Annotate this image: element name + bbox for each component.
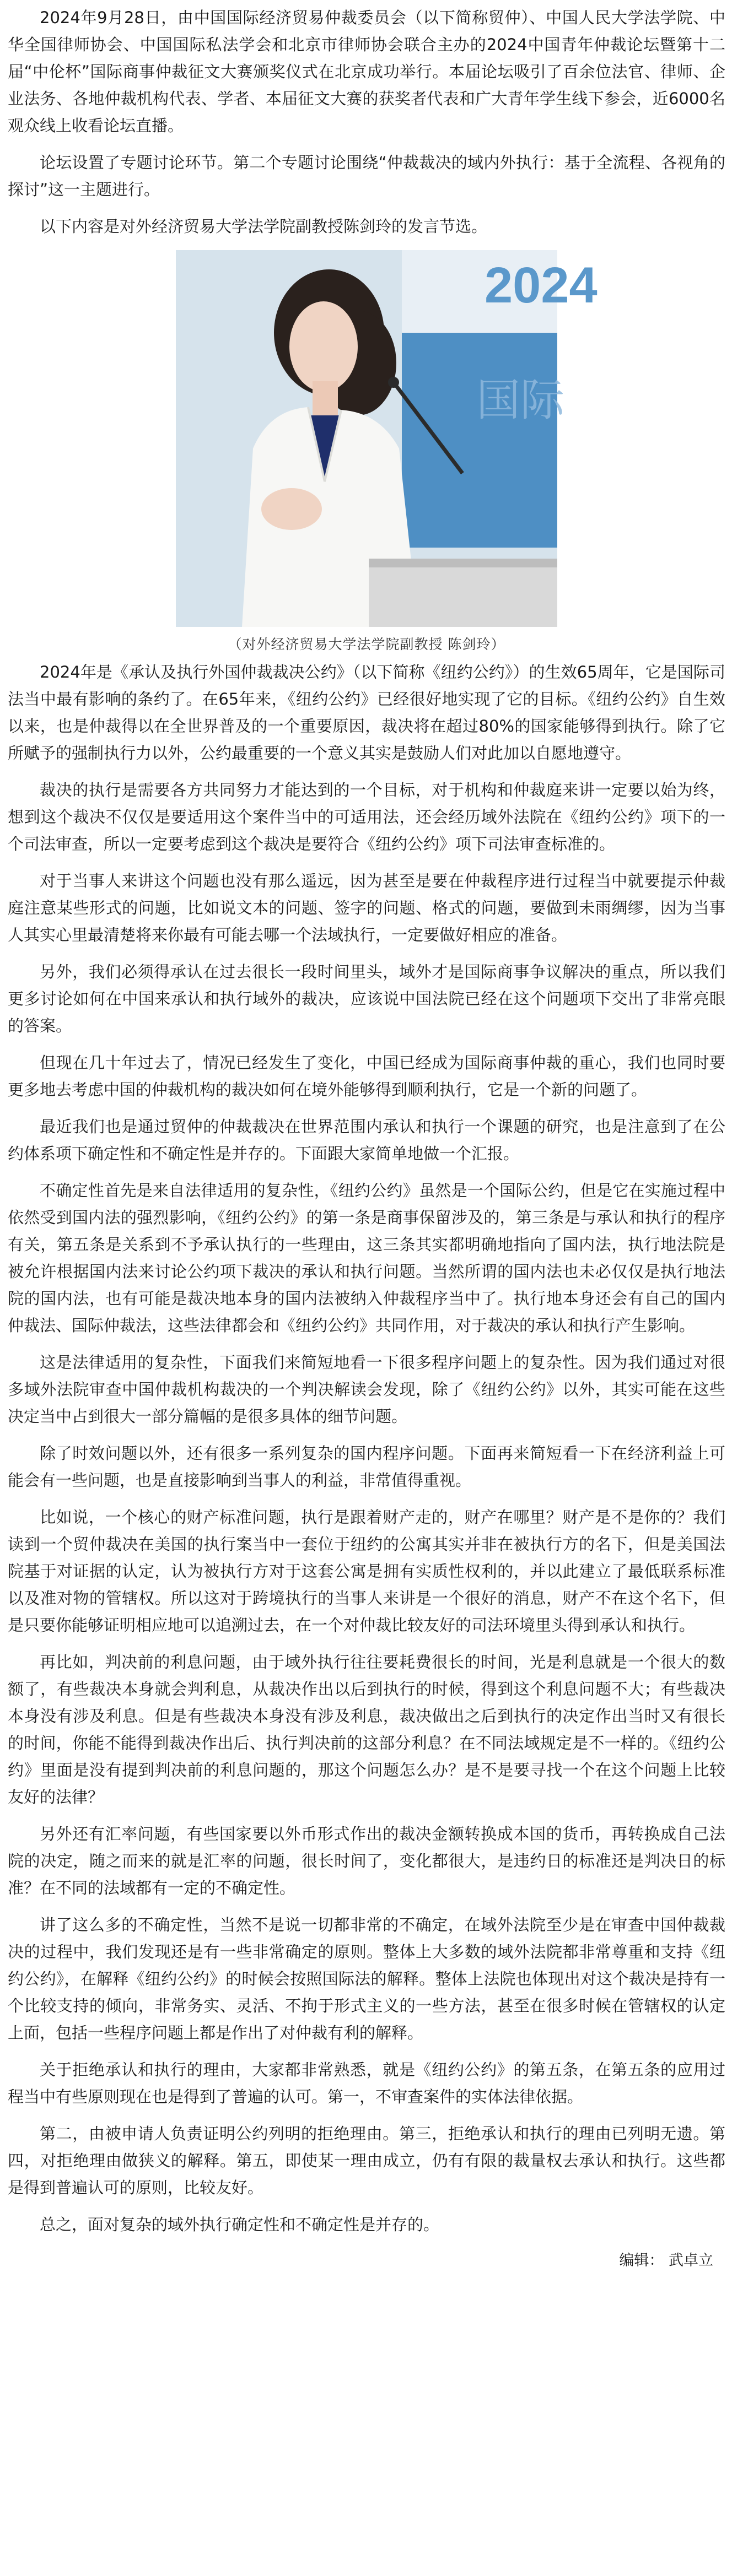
paragraph: 总之，面对复杂的域外执行确定性和不确定性是并存的。 bbox=[40, 2215, 440, 2234]
paragraph: 关于拒绝承认和执行的理由，大家都非常熟悉，就是《纽约公约》的第五条，在第五条的应用过程当中有些原则现在也是得到了普遍的认可。第一，不审查案件的实体法律依据。 bbox=[8, 2060, 725, 2106]
photo-banner-text-2: 国际 bbox=[476, 375, 564, 426]
paragraph: 对于当事人来讲这个问题也没有那么遥远，因为甚至是要在仲裁程序进行过程当中就要提示仲裁庭注意某些形式的问题，比如说文本的问题、签字的问题、格式的问题，要做到未雨绸缪，因为当事人其实心里最清楚将来你最有可能去哪一个法域执行，一定要做好相应的准备。 bbox=[8, 872, 725, 944]
paragraph: 不确定性首先是来自法律适用的复杂性，《纽约公约》虽然是一个国际公约，但是它在实施过程中依然受到国内法的强烈影响，《纽约公约》的第一条是商事保留涉及的，第三条是与承认和执行的程序有关，第五条是关系到不予承认执行的一些理由，这三条其实都明确地指向了国内法，执行地法院是被允许根据国内法来讨论公约项下裁决的承认和执行问题。当然所谓的国内法也未必仅仅是执行地法院的国内法，也有可能是裁决地本身的国内法被纳入仲裁程序当中了。执行地本身还会有自己的国内仲裁法、国际仲裁法，这些法律都会和《纽约公约》共同作用，对于裁决的承认和执行产生影响。 bbox=[8, 1181, 725, 1335]
paragraph: 这是法律适用的复杂性，下面我们来简短地看一下很多程序问题上的复杂性。因为我们通过对很多域外法院审查中国仲裁机构裁决的一个判决解读会发现，除了《纽约公约》以外，其实可能在这些决定当中占到很大一部分篇幅的是很多具体的细节问题。 bbox=[8, 1353, 725, 1426]
speaker-photo-illustration bbox=[176, 250, 598, 627]
photo-caption: （对外经济贸易大学法学院副教授 陈剑玲） bbox=[228, 636, 505, 652]
speaker-hand bbox=[261, 488, 322, 530]
paragraph: 第二，由被申请人负责证明公约列明的拒绝理由。第三，拒绝承认和执行的理由已列明无遗。第四，对拒绝理由做狭义的解释。第五，即使某一理由成立，仍有有限的裁量权去承认和执行。这些都是得到普遍认可的原则，比较友好。 bbox=[8, 2124, 725, 2197]
paragraph: 裁决的执行是需要各方共同努力才能达到的一个目标，对于机构和仲裁庭来讲一定要以始为终，想到这个裁决不仅仅是要适用这个案件当中的可适用法，还会经历域外法院在《纽约公约》项下的一个司法审查，所以一定要考虑到这个裁决是要符合《纽约公约》项下司法审查标准的。 bbox=[8, 781, 725, 853]
speaker-photo bbox=[176, 250, 598, 627]
paragraph: 但现在几十年过去了，情况已经发生了变化，中国已经成为国际商事仲裁的重心，我们也同时要更多地去考虑中国的仲裁机构的裁决如何在境外能够得到顺利执行，它是一个新的问题了。 bbox=[8, 1053, 725, 1099]
paragraph: 除了时效问题以外，还有很多一系列复杂的国内程序问题。下面再来简短看一下在经济利益上可能会有一些问题，也是直接影响到当事人的利益，非常值得重视。 bbox=[8, 1444, 725, 1490]
paragraph: 论坛设置了专题讨论环节。第二个专题讨论围绕“仲裁裁决的域内外执行：基于全流程、各视角的探讨”这一主题进行。 bbox=[8, 153, 725, 199]
speaker-face bbox=[289, 301, 358, 392]
paragraph: 另外还有汇率问题，有些国家要以外币形式作出的裁决金额转换成本国的货币，再转换成自己法院的决定，随之而来的就是汇率的问题，很长时间了，变化都很大，是违约日的标准还是判决日的标准？在不同的法域都有一定的不确定性。 bbox=[8, 1825, 725, 1897]
lectern-edge bbox=[369, 559, 557, 567]
paragraph: 以下内容是对外经济贸易大学法学院副教授陈剑玲的发言节选。 bbox=[40, 217, 488, 236]
paragraph: 另外，我们必须得承认在过去很长一段时间里头，域外才是国际商事争议解决的重点，所以我们更多讨论如何在中国来承认和执行域外的裁决，应该说中国法院已经在这个问题项下交出了非常亮眼的答案。 bbox=[8, 962, 725, 1035]
paragraph: 2024年9月28日，由中国国际经济贸易仲裁委员会（以下简称贸仲）、中国人民大学法学院、中华全国律师协会、中国国际私法学会和北京市律师协会联合主办的2024中国青年仲裁论坛暨第十二届“中伦杯”国际商事仲裁征文大赛颁奖仪式在北京成功举行。本届论坛吸引了百余位法官、律师、企业法务、各地仲裁机构代表、学者、本届征文大赛的获奖者代表和广大青年学生线下参会，近6000名观众线上收看论坛直播。 bbox=[8, 8, 725, 135]
paragraph: 2024年是《承认及执行外国仲裁裁决公约》（以下简称《纽约公约》）的生效65周年，它是国际司法当中最有影响的条约了。在65年来，《纽约公约》已经很好地实现了它的目标。《纽约公约》自生效以来，也是仲裁得以在全世界普及的一个重要原因，裁决将在超过80%的国家能够得到执行。除了它所赋予的强制执行力以外，公约最重要的一个意义其实是鼓励人们对此加以自愿地遵守。 bbox=[8, 663, 725, 762]
editor-credit: 编辑： 武卓立 bbox=[619, 2252, 713, 2269]
microphone-head bbox=[388, 377, 399, 388]
paragraph: 讲了这么多的不确定性，当然不是说一切都非常的不确定，在域外法院至少是在审查中国仲裁裁决的过程中，我们发现还是有一些非常确定的原则。整体上大多数的域外法院都非常尊重和支持《纽约公约》，在解释《纽约公约》的时候会按照国际法的解释。整体上法院也体现出对这个裁决是持有一个比较支持的倾向，非常务实、灵活、不拘于形式主义的一些方法，甚至在很多时候在管辖权的认定上面，包括一些程序问题上都是作出了对仲裁有利的解释。 bbox=[8, 1915, 725, 2042]
paragraph: 最近我们也是通过贸仲的仲裁裁决在世界范围内承认和执行一个课题的研究，也是注意到了在公约体系项下确定性和不确定性是并存的。下面跟大家简单地做一个汇报。 bbox=[8, 1117, 725, 1163]
lectern bbox=[369, 559, 557, 627]
speaker-figure bbox=[8, 250, 725, 653]
paragraph: 再比如，判决前的利息问题，由于域外执行往往要耗费很长的时间，光是利息就是一个很大的数额了，有些裁决本身就会判利息，从裁决作出以后到执行的时候，得到这个利息问题不大；有些裁决本身没有涉及利息。但是有些裁决本身没有涉及利息，裁决做出之后到执行的决定作出当时又有很长的时间，你能不能得到裁决作出后、执行判决前的这部分利息？在不同法域规定是不一样的。《纽约公约》里面是没有提到判决前的利息问题的，那这个问题怎么办？是不是要寻找一个在这个问题上比较友好的法律？ bbox=[8, 1653, 725, 1806]
speaker-neck bbox=[313, 381, 338, 420]
paragraph: 比如说，一个核心的财产标准问题，执行是跟着财产走的，财产在哪里？财产是不是你的？我们读到一个贸仲裁决在美国的执行案当中一套位于纽约的公寓其实并非在被执行方的名下，但是美国法院基于对证据的认定，认为被执行方对于这套公寓是拥有实质性权利的，并以此建立了最低联系标准以及准对物的管辖权。所以这对于跨境执行的当事人来讲是一个很好的消息，财产不在这个名下，但是只要你能够证明相应地可以追溯过去，在一个对仲裁比较友好的司法环境里头得到承认和执行。 bbox=[8, 1508, 725, 1635]
photo-banner-text: 2024 bbox=[485, 257, 598, 313]
